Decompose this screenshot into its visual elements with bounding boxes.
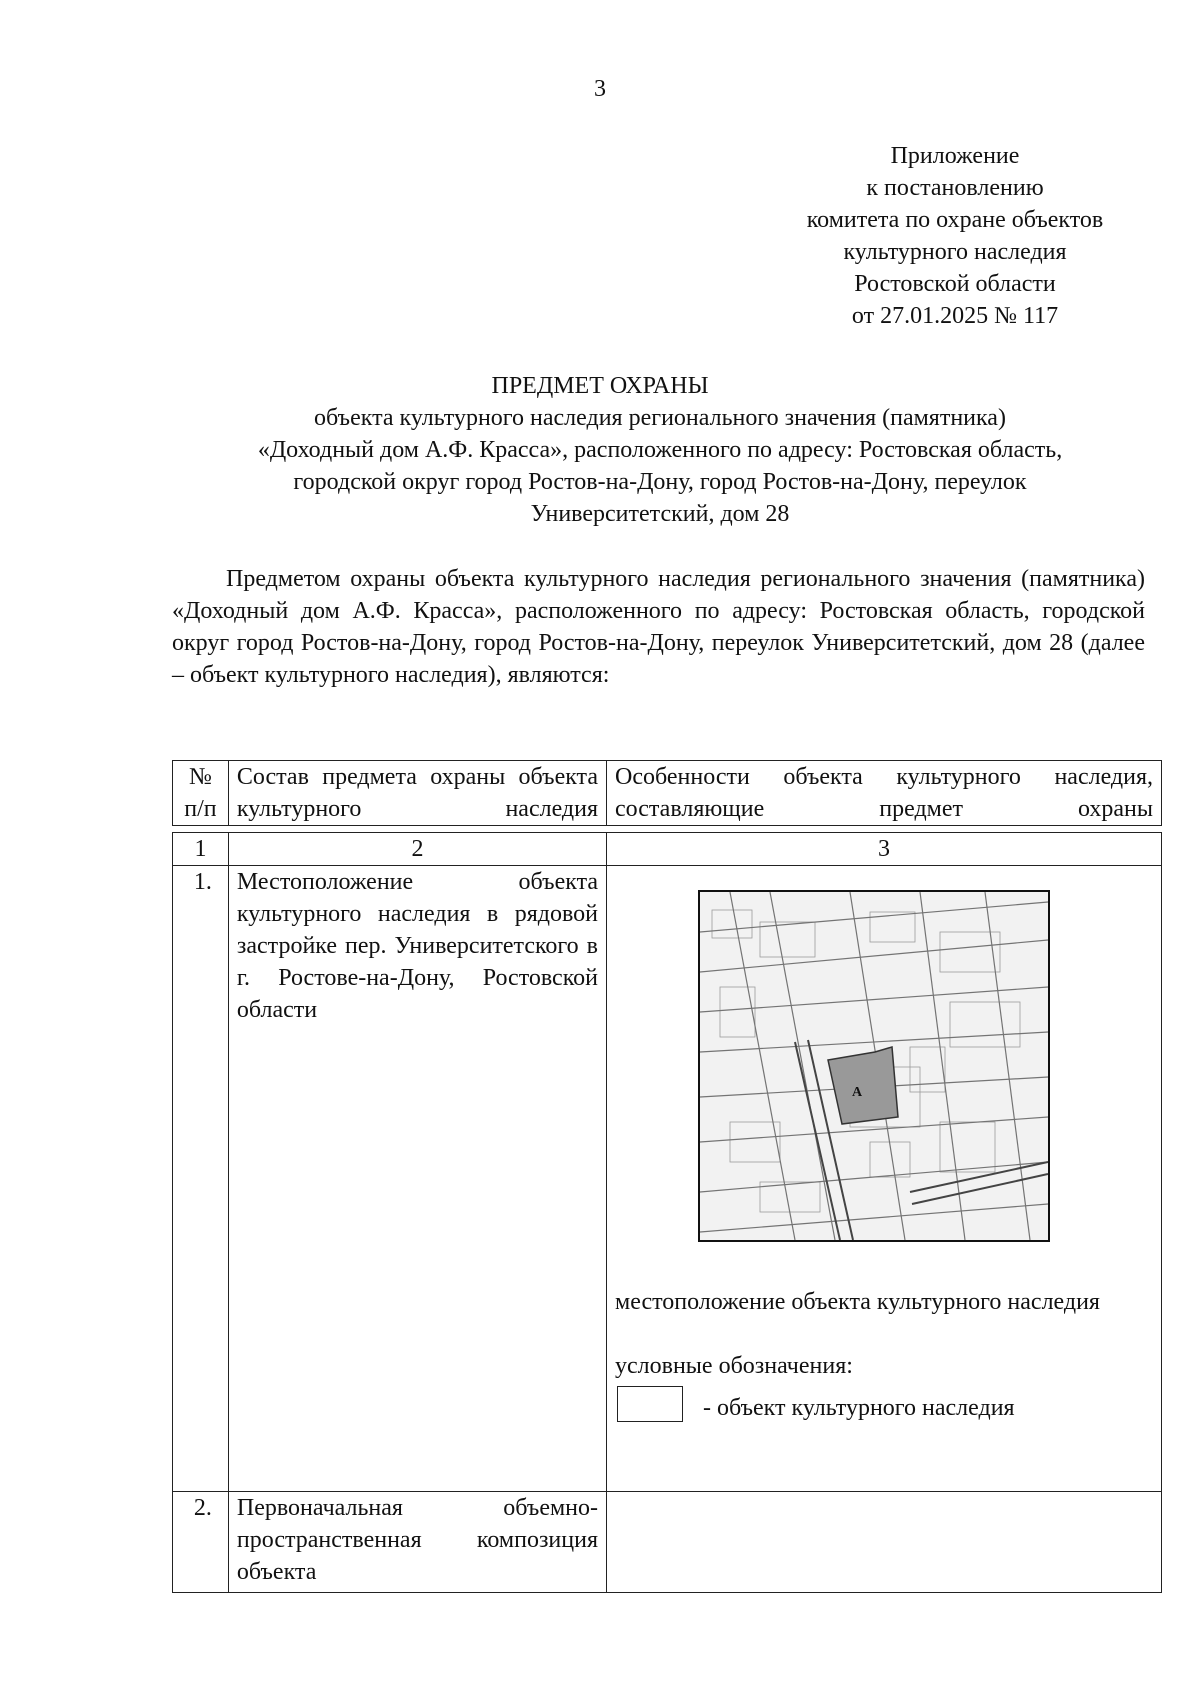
column-number-3: 3 [607,833,1162,866]
legend-title: условные обозначения: [615,1353,853,1379]
table-header [172,760,1162,826]
appendix-block [770,140,1140,332]
row-number: 1. [173,866,229,1492]
subtitle-line: Университетский, дом 28 [530,501,790,527]
page-number: 3 [594,76,606,102]
column-number-1: 1 [173,833,229,866]
location-map [698,890,1050,1242]
row-features [607,866,1162,1492]
header-features-cell: Особенности объекта культурного наследия, составляющие предмет охраны [607,761,1162,826]
row-composition: Местоположение объекта культурного наследия в рядовой застройке пер. Университетского в г. Ростове-на-Дону, Ростовской области [228,866,606,1492]
appendix-line: от 27.01.2025 № 117 [851,303,1059,329]
legend-item [615,1386,1153,1428]
subtitle-line: «Доходный дом А.Ф. Красса», расположенного по адресу: Ростовская область, [257,437,1063,463]
document-title: ПРЕДМЕТ ОХРАНЫ [491,373,709,399]
subtitle-line: городской округ город Ростов-на-Дону, город Ростов-на-Дону, переулок [293,469,1027,495]
appendix-line: Приложение [890,143,1020,169]
intro-paragraph: Предметом охраны объекта культурного наследия регионального значения (памятника) «Доходный дом А.Ф. Красса», расположенного по адресу: Ростовская область, городской округ город Ростов-на-Дону, город Ростов-на-Дону, переулок Университетский, дом 28 (далее – объект культурного наследия), являются: [172,566,1145,688]
map-drawing [700,892,1048,1240]
row-features [607,1492,1162,1593]
header-composition-cell: Состав предмета охраны объекта культурного наследия [228,761,606,826]
document-subtitle [170,402,1150,530]
table-row [173,833,1162,866]
appendix-line: Ростовской области [854,271,1056,297]
subtitle-line: объекта культурного наследия регионального значения (памятника) [314,405,1006,431]
appendix-line: к постановлению [866,175,1044,201]
column-number-2: 2 [228,833,606,866]
row-number: 2. [173,1492,229,1593]
appendix-line: комитета по охране объектов [806,207,1104,233]
map-caption: местоположение объекта культурного наследия [615,1289,1100,1315]
header-number-cell: № п/п [173,761,229,826]
table-row [173,866,1162,1492]
map-object-label: А [852,1085,863,1100]
appendix-line: культурного наследия [843,239,1067,265]
legend-item-label: - объект культурного наследия [703,1395,1015,1421]
row-composition: Первоначальная объемно-пространственная композиция объекта [228,1492,606,1593]
legend-box-icon [617,1386,683,1422]
protection-table [172,832,1162,1593]
table-row [173,1492,1162,1593]
